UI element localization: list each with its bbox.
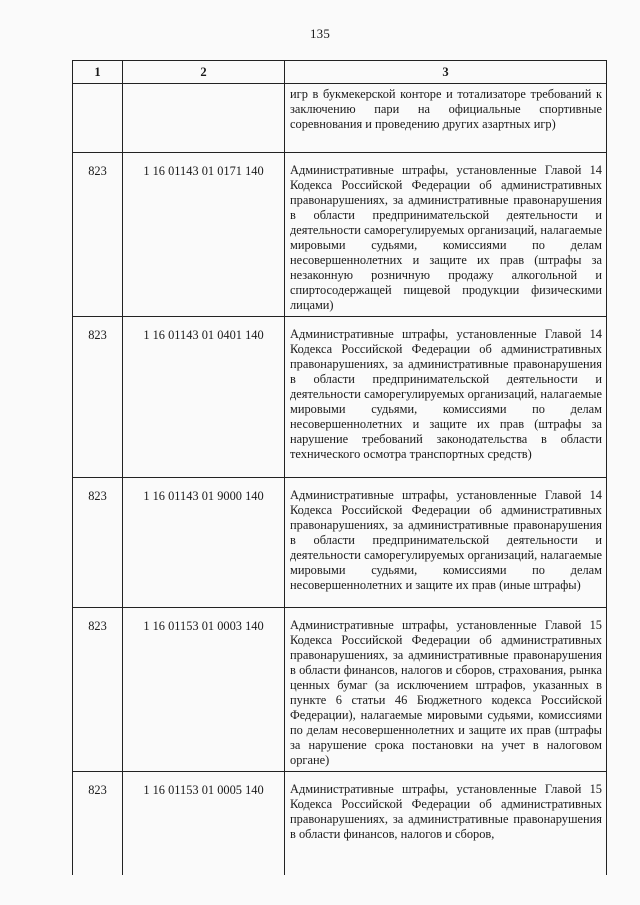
description-cell: Административные штрафы, установленные Главой 14 Кодекса Российской Федерации об административных правонарушениях, за административные правонарушения в области предпринимательской деятельности и деятельности саморегулируемых организаций, налагаемые мировыми судьями, комиссиями по делам несовершеннолетних и защите их прав (штрафы за нарушение требований законодательства в области технического осмотра транспортных средств) bbox=[285, 317, 607, 478]
table-row bbox=[73, 478, 607, 608]
admin-code-cell: 823 bbox=[73, 772, 123, 876]
admin-code-cell bbox=[73, 84, 123, 153]
admin-code-cell: 823 bbox=[73, 317, 123, 478]
kbk-code-cell: 1 16 01153 01 0005 140 bbox=[123, 772, 285, 876]
description-cell: Административные штрафы, установленные Главой 14 Кодекса Российской Федерации об административных правонарушениях, за административные правонарушения в области предпринимательской деятельности и деятельности саморегулируемых организаций, налагаемые мировыми судьями, комиссиями по делам несовершеннолетних и защите их прав (штрафы за незаконную розничную продажу алкогольной и спиртосодержащей пищевой продукции физическими лицами) bbox=[285, 153, 607, 317]
admin-code-cell: 823 bbox=[73, 478, 123, 608]
description-cell: Административные штрафы, установленные Главой 15 Кодекса Российской Федерации об административных правонарушениях, за административные правонарушения в области финансов, налогов и сборов, страхования, рынка ценных бумаг (за исключением штрафов, указанных в пункте 6 статьи 46 Бюджетного кодекса Российской Федерации), налагаемые мировыми судьями, комиссиями по делам несовершеннолетних и защите их прав (штрафы за нарушение срока постановки на учет в налоговом органе) bbox=[285, 608, 607, 772]
table-header-row bbox=[73, 61, 607, 84]
admin-code-cell: 823 bbox=[73, 153, 123, 317]
kbk-code-cell bbox=[123, 84, 285, 153]
page-number: 135 bbox=[309, 26, 331, 41]
kbk-code-cell: 1 16 01143 01 9000 140 bbox=[123, 478, 285, 608]
table-row bbox=[73, 772, 607, 876]
column-header-3: 3 bbox=[285, 61, 607, 84]
kbk-code-cell: 1 16 01143 01 0401 140 bbox=[123, 317, 285, 478]
table-row-continuation bbox=[73, 84, 607, 153]
column-header-2: 2 bbox=[123, 61, 285, 84]
admin-code-cell: 823 bbox=[73, 608, 123, 772]
kbk-code-cell: 1 16 01153 01 0003 140 bbox=[123, 608, 285, 772]
budget-classification-table bbox=[72, 60, 607, 875]
table-row bbox=[73, 608, 607, 772]
column-header-1: 1 bbox=[73, 61, 123, 84]
table-row bbox=[73, 317, 607, 478]
description-cell: Административные штрафы, установленные Главой 14 Кодекса Российской Федерации об административных правонарушениях, за административные правонарушения в области предпринимательской деятельности и деятельности саморегулируемых организаций, налагаемые мировыми судьями, комиссиями по делам несовершеннолетних и защите их прав (иные штрафы) bbox=[285, 478, 607, 608]
table-row bbox=[73, 153, 607, 317]
description-cell: Административные штрафы, установленные Главой 15 Кодекса Российской Федерации об административных правонарушениях, за административные правонарушения в области финансов, налогов и сборов, bbox=[285, 772, 607, 876]
kbk-code-cell: 1 16 01143 01 0171 140 bbox=[123, 153, 285, 317]
description-cell: игр в букмекерской конторе и тотализаторе требований к заключению пари на официальные спортивные соревнования и проведению других азартных игр) bbox=[285, 84, 607, 153]
